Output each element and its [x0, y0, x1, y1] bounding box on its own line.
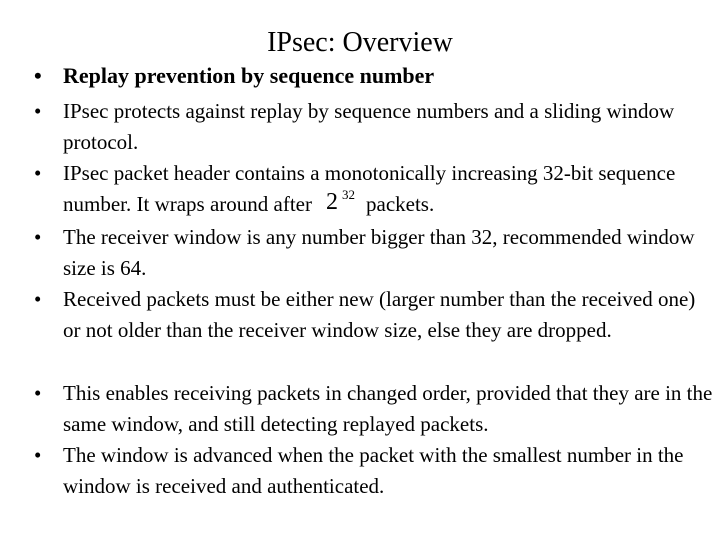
power-base: 2: [326, 189, 338, 215]
bullet-dot: •: [34, 63, 42, 88]
bullet-dot: •: [34, 161, 42, 185]
bullet-text: [63, 158, 717, 220]
main-bullet-text: Replay prevention by sequence number: [63, 63, 435, 88]
list-item: [27, 440, 717, 502]
list-item: [27, 222, 717, 284]
bullet-text-before: IPsec packet header contains a monotonically increasing 32-bit sequence number. It wraps around after: [63, 161, 676, 216]
bullet-text: The window is advanced when the packet with the smallest number in the window is received and authenticated.: [63, 443, 684, 498]
bullet-text-after: packets.: [366, 192, 435, 216]
bullet-dot: •: [34, 287, 42, 311]
bullet-text: The receiver window is any number bigger than 32, recommended window size is 64.: [63, 225, 695, 280]
list-item: [27, 158, 717, 220]
bullet-text: This enables receiving packets in changed order, provided that they are in the same window, and still detecting replayed packets.: [63, 381, 713, 436]
list-item: [27, 96, 717, 158]
bullet-dot: •: [34, 225, 42, 249]
power-exponent: 32: [342, 187, 355, 202]
slide-title: IPsec: Overview: [267, 27, 453, 58]
list-item: [27, 284, 717, 346]
main-bullet: [27, 60, 710, 92]
power-expression: [312, 189, 366, 215]
bullet-text: Received packets must be either new (larger number than the received one) or not older than the receiver window size, else they are dropped.: [63, 287, 696, 342]
bullet-dot: •: [34, 381, 42, 405]
bullet-dot: •: [34, 99, 42, 123]
bullet-text: IPsec protects against replay by sequence numbers and a sliding window protocol.: [63, 99, 675, 154]
bullet-dot: •: [34, 443, 42, 467]
list-item: [27, 378, 717, 440]
